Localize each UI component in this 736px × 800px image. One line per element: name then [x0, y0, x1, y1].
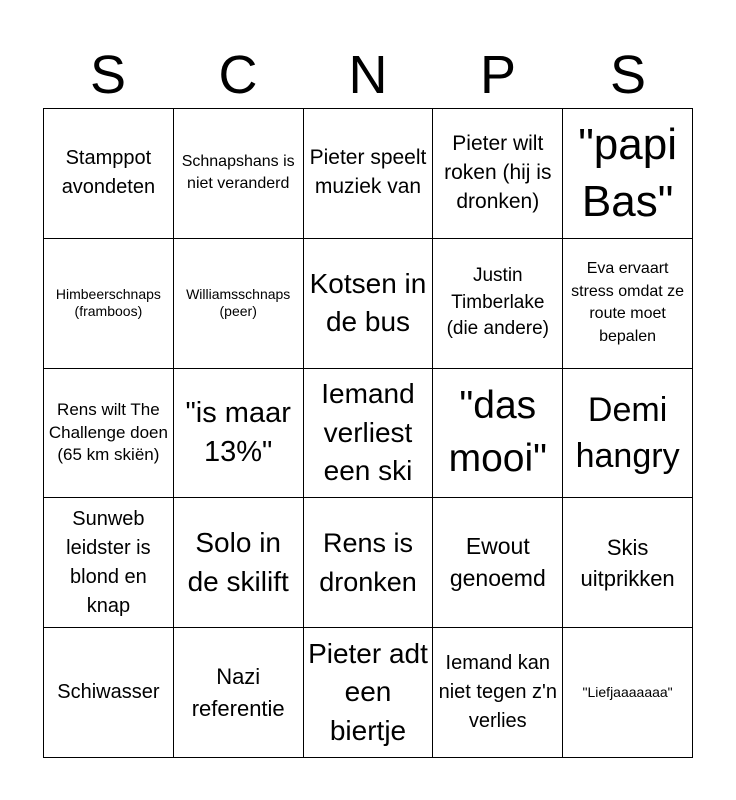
cell-text: Stamppot avondeten — [61, 147, 156, 199]
bingo-cell[interactable] — [304, 369, 434, 499]
bingo-cell[interactable] — [433, 498, 563, 628]
cell-text: Pieter adt een biertje — [308, 637, 428, 746]
bingo-cell[interactable] — [174, 239, 304, 369]
cell-text: Eva ervaart stress omdat ze route moet bepalen — [571, 260, 685, 345]
cell-text: Pieter speelt muziek van — [309, 146, 427, 199]
cell-text: "is maar 13%" — [185, 396, 291, 468]
cell-text: Iemand verliest een ski — [321, 378, 415, 487]
cell-text: Solo in de skilift — [187, 527, 289, 597]
bingo-cell[interactable] — [304, 628, 434, 758]
header-letter-2: C — [218, 45, 258, 105]
bingo-cell[interactable] — [44, 369, 174, 499]
cell-text: Himbeerschnaps (framboos) — [55, 285, 161, 320]
bingo-cell[interactable] — [563, 628, 693, 758]
bingo-cell[interactable] — [174, 109, 304, 239]
cell-text: Rens is dronken — [319, 528, 417, 597]
cell-text: Pieter wilt roken (hij is dronken) — [444, 131, 552, 213]
bingo-cell[interactable] — [304, 109, 434, 239]
cell-text: "Liefjaaaaaaa" — [582, 683, 673, 700]
cell-text: Skis uitprikken — [580, 534, 675, 591]
header-letter-1: S — [89, 45, 127, 105]
bingo-cell[interactable] — [44, 498, 174, 628]
cell-text: Sunweb leidster is blond en knap — [66, 507, 151, 617]
cell-text: Nazi referentie — [191, 664, 285, 721]
bingo-cell[interactable] — [433, 239, 563, 369]
bingo-grid — [43, 108, 693, 758]
bingo-cell[interactable] — [304, 239, 434, 369]
bingo-cell[interactable] — [563, 239, 693, 369]
bingo-cell[interactable] — [44, 239, 174, 369]
bingo-cell[interactable] — [563, 109, 693, 239]
bingo-cell[interactable] — [44, 109, 174, 239]
header-letter-3: N — [348, 45, 388, 105]
header-letter-5: S — [609, 45, 647, 105]
cell-text: Schnapshans is niet veranderd — [181, 153, 295, 193]
bingo-cell[interactable] — [563, 369, 693, 499]
cell-text: Ewout genoemd — [449, 533, 546, 591]
bingo-cell[interactable] — [174, 628, 304, 758]
bingo-cell[interactable] — [563, 498, 693, 628]
bingo-cell[interactable] — [433, 109, 563, 239]
cell-text: "das mooi" — [448, 384, 547, 480]
cell-text: Schiwasser — [57, 681, 160, 704]
bingo-header — [43, 42, 693, 108]
cell-text: Justin Timberlake (die andere) — [446, 265, 550, 340]
bingo-cell[interactable] — [174, 498, 304, 628]
header-letter-4: P — [479, 45, 517, 105]
bingo-cell[interactable] — [433, 628, 563, 758]
bingo-cell[interactable] — [44, 628, 174, 758]
bingo-cell[interactable] — [433, 369, 563, 499]
bingo-cell[interactable] — [304, 498, 434, 628]
cell-text: Williamsschnaps (peer) — [186, 285, 291, 320]
cell-text: "papi Bas" — [578, 120, 677, 227]
cell-text: Rens wilt The Challenge doen (65 km skiën) — [48, 399, 168, 465]
cell-text: Iemand kan niet tegen z'n verlies — [438, 652, 557, 733]
cell-text: Kotsen in de bus — [309, 267, 427, 338]
bingo-cell[interactable] — [174, 369, 304, 499]
cell-text: Demi hangry — [575, 390, 680, 475]
